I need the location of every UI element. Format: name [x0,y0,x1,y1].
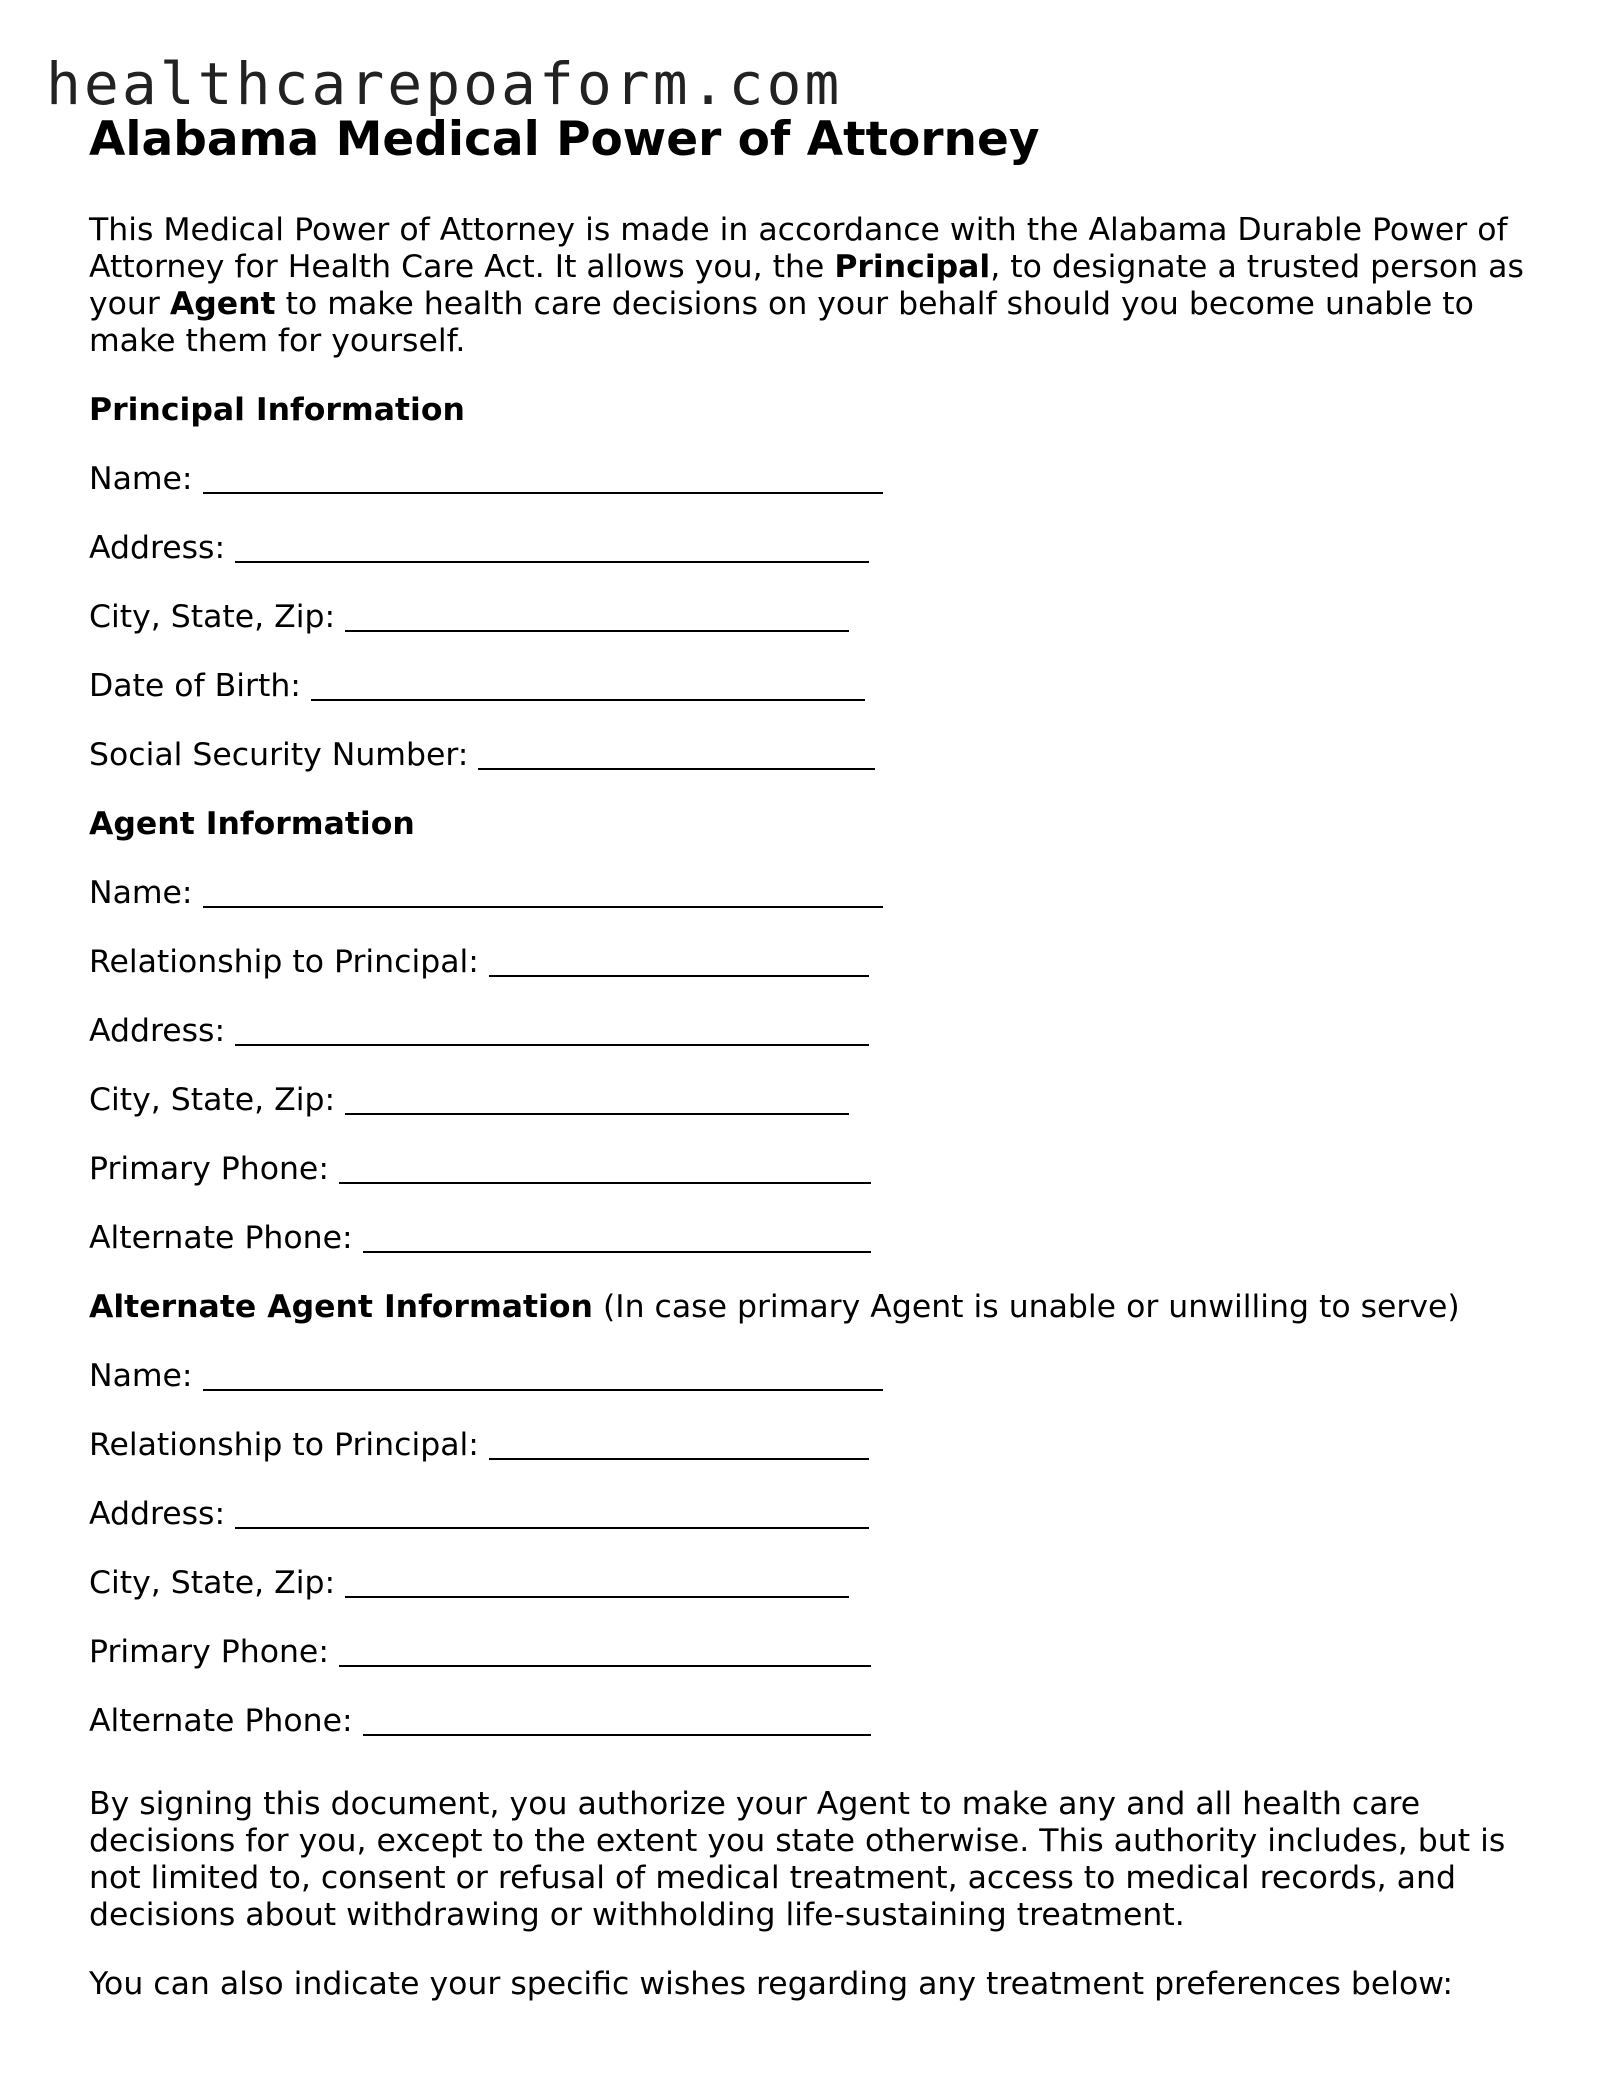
agent-alternate-phone-field [89,1220,1529,1289]
principal-city-field [89,599,1529,668]
agent-alternate-phone-blank[interactable] [363,1220,871,1253]
alt-agent-name-field [89,1358,1529,1427]
principal-dob-blank[interactable] [311,668,865,701]
agent-city-field [89,1082,1529,1151]
alt-agent-relationship-blank[interactable] [489,1427,869,1460]
agent-address-blank[interactable] [235,1013,869,1046]
alt-agent-name-blank[interactable] [203,1358,883,1391]
agent-primary-phone-label: Primary Phone: [89,1151,329,1187]
alt-agent-name-label: Name: [89,1358,193,1394]
principal-ssn-label: Social Security Number: [89,737,469,773]
intro-paragraph [89,212,1529,360]
principal-dob-field [89,668,1529,737]
principal-address-label: Address: [89,530,226,566]
intro-text-3: to make health care decisions on your behalf should you become unable to make them for yourself. [89,286,1474,359]
alt-agent-primary-phone-field [89,1634,1529,1703]
alt-agent-relationship-field [89,1427,1529,1496]
alt-agent-alternate-phone-label: Alternate Phone: [89,1703,353,1739]
alt-agent-address-blank[interactable] [235,1496,869,1529]
agent-name-field [89,875,1529,944]
principal-ssn-blank[interactable] [478,737,875,770]
agent-heading: Agent Information [89,806,415,842]
site-watermark: healthcarepoaform.com [46,50,843,118]
preferences-paragraph: You can also indicate your specific wishes regarding any treatment preferences below: [89,1966,1453,2002]
alternate-agent-heading [89,1289,1529,1358]
agent-city-label: City, State, Zip: [89,1082,336,1118]
principal-term: Principal [834,249,991,285]
principal-heading: Principal Information [89,392,465,428]
alt-agent-city-blank[interactable] [345,1565,849,1598]
agent-term: Agent [169,286,276,322]
alt-agent-alternate-phone-blank[interactable] [363,1703,871,1736]
intro-text-2: , to designate a trusted person as your [89,249,1524,322]
alt-agent-primary-phone-blank[interactable] [339,1634,871,1667]
agent-relationship-blank[interactable] [489,944,869,977]
alt-agent-address-label: Address: [89,1496,226,1532]
alt-agent-primary-phone-label: Primary Phone: [89,1634,329,1670]
document-page [89,108,1529,2003]
page-title: Alabama Medical Power of Attorney [89,112,1040,167]
agent-address-label: Address: [89,1013,226,1049]
agent-alternate-phone-label: Alternate Phone: [89,1220,353,1256]
principal-address-blank[interactable] [235,530,869,563]
agent-relationship-field [89,944,1529,1013]
principal-dob-label: Date of Birth: [89,668,301,704]
principal-city-blank[interactable] [345,599,849,632]
principal-name-label: Name: [89,461,193,497]
alternate-agent-heading-text: Alternate Agent Information [89,1289,593,1325]
agent-primary-phone-field [89,1151,1529,1220]
agent-address-field [89,1013,1529,1082]
principal-ssn-field [89,737,1529,806]
principal-name-field [89,461,1529,530]
agent-name-label: Name: [89,875,193,911]
alt-agent-address-field [89,1496,1529,1565]
agent-primary-phone-blank[interactable] [339,1151,871,1184]
principal-address-field [89,530,1529,599]
agent-city-blank[interactable] [345,1082,849,1115]
principal-name-blank[interactable] [203,461,883,494]
alt-agent-relationship-label: Relationship to Principal: [89,1427,479,1463]
principal-city-label: City, State, Zip: [89,599,336,635]
authority-paragraph: By signing this document, you authorize your Agent to make any and all health care decisions for you, except to the extent you state otherwise. This authority includes, but is not limited to, consent or refusal of medical treatment, access to medical records, and decisions about withdrawing or withholding life-sustaining treatment. [89,1786,1506,1933]
alt-agent-alternate-phone-field [89,1703,1529,1772]
alt-agent-city-label: City, State, Zip: [89,1565,336,1601]
alternate-agent-note: (In case primary Agent is unable or unwilling to serve) [592,1289,1460,1325]
alt-agent-city-field [89,1565,1529,1634]
intro-text-1: This Medical Power of Attorney is made in accordance with the Alabama Durable Power of Attorney for Health Care Act. It allows you, the [89,212,1508,285]
agent-name-blank[interactable] [203,875,883,908]
agent-relationship-label: Relationship to Principal: [89,944,479,980]
